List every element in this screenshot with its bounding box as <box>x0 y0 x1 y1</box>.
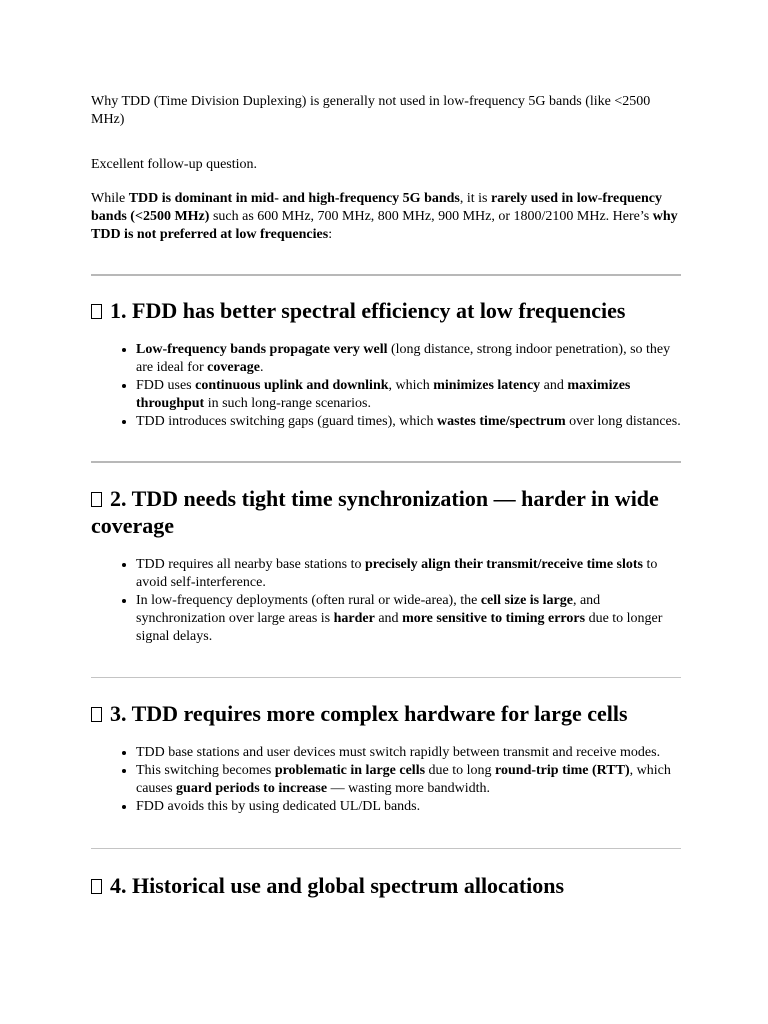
section-heading-text: 4. Historical use and global spectrum allocations <box>110 873 565 898</box>
text-run: , and synchronization over large areas is <box>136 593 601 626</box>
bold-text: problematic in large cells <box>274 763 426 778</box>
text-run: and <box>374 611 403 626</box>
text-run: . <box>259 360 264 375</box>
text-run: In low-frequency deployments (often rural or wide-area), the <box>136 593 481 608</box>
checkbox-icon <box>91 707 102 722</box>
section-2-list <box>91 556 681 646</box>
document-page <box>91 93 681 899</box>
bold-text: TDD is dominant in mid- and high-frequency 5G bands <box>128 191 460 206</box>
text-run: TDD base stations and user devices must switch rapidly between transmit and receive modes. <box>136 745 661 760</box>
checkbox-icon <box>91 492 102 507</box>
section-heading-4 <box>91 872 681 899</box>
list-item <box>136 798 681 816</box>
list-item <box>136 413 681 431</box>
section-heading-text: 1. FDD has better spectral efficiency at low frequencies <box>110 298 626 323</box>
bold-text: wastes time/spectrum <box>436 414 566 429</box>
list-item <box>136 556 681 592</box>
text-run: (long distance, strong indoor penetration), so they are ideal for <box>136 342 671 375</box>
section-heading-text: 3. TDD requires more complex hardware for large cells <box>110 701 628 726</box>
text-run: , which causes <box>136 763 671 796</box>
text-run: FDD uses <box>136 378 196 393</box>
bold-text: harder <box>333 611 375 626</box>
section-heading-1 <box>91 297 681 324</box>
bold-text: more sensitive to timing errors <box>402 611 586 626</box>
text-run: While <box>91 191 129 206</box>
section-heading-3 <box>91 700 681 727</box>
text-run: over long distances. <box>565 414 681 429</box>
bold-text: why TDD is not preferred at low frequencies <box>91 209 678 242</box>
text-run: — wasting more bandwidth. <box>327 781 490 796</box>
text-run: due to long <box>425 763 496 778</box>
text-run: , which <box>388 378 434 393</box>
text-run: : <box>328 227 333 242</box>
bold-text: precisely align their transmit/receive time slots <box>365 557 643 572</box>
text-run: This switching becomes <box>136 763 275 778</box>
section-heading-2 <box>91 485 681 539</box>
bold-text: Low-frequency bands propagate very well <box>136 342 388 357</box>
section-3-list <box>91 744 681 816</box>
text-run: TDD requires all nearby base stations to <box>136 557 365 572</box>
text-run: due to longer signal delays. <box>136 611 663 644</box>
intro-paragraph <box>91 190 681 244</box>
followup-line: Excellent follow-up question. <box>91 157 258 172</box>
text-run: TDD introduces switching gaps (guard times), which <box>136 414 437 429</box>
bold-text: round-trip time (RTT) <box>495 763 630 778</box>
intro-title-line: Why TDD (Time Division Duplexing) is generally not used in low-frequency 5G bands (like <2500 MHz) <box>91 94 651 127</box>
text-run: FDD avoids this by using dedicated UL/DL bands. <box>136 799 421 814</box>
bold-text: maximizes throughput <box>136 378 631 411</box>
list-item <box>136 592 681 646</box>
text-run: to avoid self-interference. <box>136 557 658 590</box>
bold-text: continuous uplink and downlink <box>195 378 389 393</box>
bold-text: coverage <box>207 360 260 375</box>
checkbox-icon <box>91 304 102 319</box>
bold-text: rarely used in low-frequency bands (<2500 MHz) <box>91 191 662 224</box>
text-run: and <box>540 378 568 393</box>
section-divider <box>91 461 681 463</box>
section-divider <box>91 677 681 678</box>
section-1-list <box>91 341 681 431</box>
bold-text: cell size is large <box>480 593 573 608</box>
text-run: such as 600 MHz, 700 MHz, 800 MHz, 900 MHz, or 1800/2100 MHz. Here’s <box>209 209 653 224</box>
section-heading-text: 2. TDD needs tight time synchronization — harder in wide coverage <box>91 486 659 538</box>
list-item <box>136 762 681 798</box>
text-run: in such long-range scenarios. <box>204 396 372 411</box>
checkbox-icon <box>91 879 102 894</box>
bold-text: guard periods to increase <box>176 781 328 796</box>
bold-text: minimizes latency <box>433 378 541 393</box>
section-divider <box>91 848 681 849</box>
list-item <box>136 341 681 377</box>
list-item <box>136 377 681 413</box>
list-item <box>136 744 681 762</box>
section-divider <box>91 274 681 276</box>
text-run: , it is <box>459 191 492 206</box>
